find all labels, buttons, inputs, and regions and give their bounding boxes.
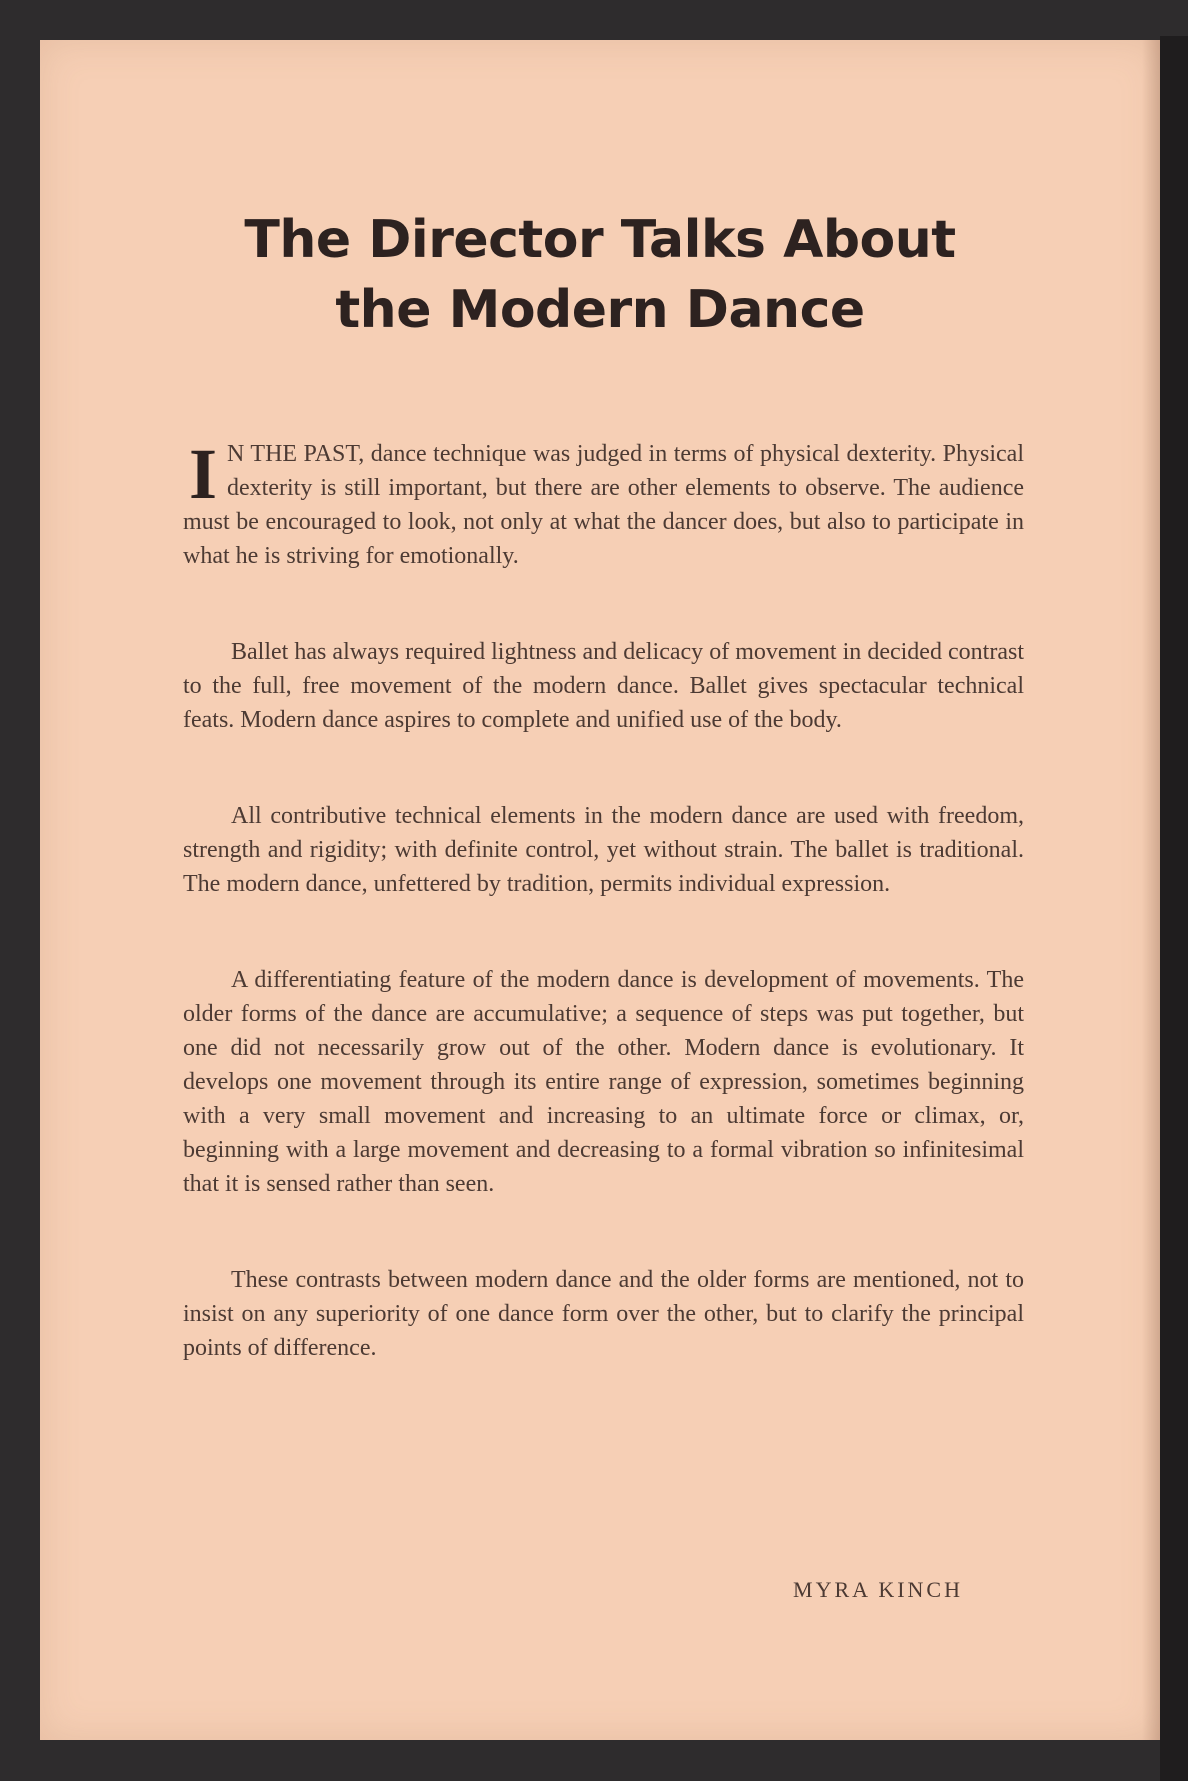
document-page <box>40 40 1160 1740</box>
paragraph-1-text: N THE PAST, dance technique was judged in terms of physical dexterity. Physical dexterity is still important, but there are other elements to observe. The audience must be encouraged to look, not only at what the dancer does, but also to participate in what he is striving for emotionally. <box>183 441 1024 569</box>
paragraph-3: All contributive technical elements in the modern dance are used with freedom, strength and rigidity; with definite control, yet without strain. The ballet is traditional. The modern dance, unfettered by tradition, permits individual expression. <box>183 803 1024 897</box>
paragraph-2: Ballet has always required lightness and delicacy of movement in decided contrast to the full, free movement of the modern dance. Ballet gives spectacular technical feats. Modern dance aspires to complete and unified use of the body. <box>183 639 1024 733</box>
drop-cap: I <box>189 434 218 514</box>
paragraph-1 <box>183 434 1024 573</box>
paragraph-5: These contrasts between modern dance and the older forms are mentioned, not to insist on any superiority of one dance form over the other, but to clarify the principal points of difference. <box>183 1267 1024 1361</box>
article-body <box>183 434 1024 1427</box>
author-signature: MYRA KINCH <box>793 1577 963 1602</box>
title-line-1: The Director Talks About <box>244 210 956 270</box>
paragraph-4: A differentiating feature of the modern dance is development of movements. The older forms of the dance are accumulative; a sequence of steps was put together, but one did not necessarily grow out of the other. Modern dance is evolutionary. It develops one movement through its entire range of expression, sometimes beginning with a very small movement and increasing to an ultimate force or climax, or, beginning with a large movement and decreasing to a formal vibration so infinitesimal that it is sensed rather than seen. <box>183 967 1024 1197</box>
page-title <box>40 205 1160 345</box>
adjacent-page-edge <box>1160 36 1188 1781</box>
title-line-2: the Modern Dance <box>335 280 865 340</box>
